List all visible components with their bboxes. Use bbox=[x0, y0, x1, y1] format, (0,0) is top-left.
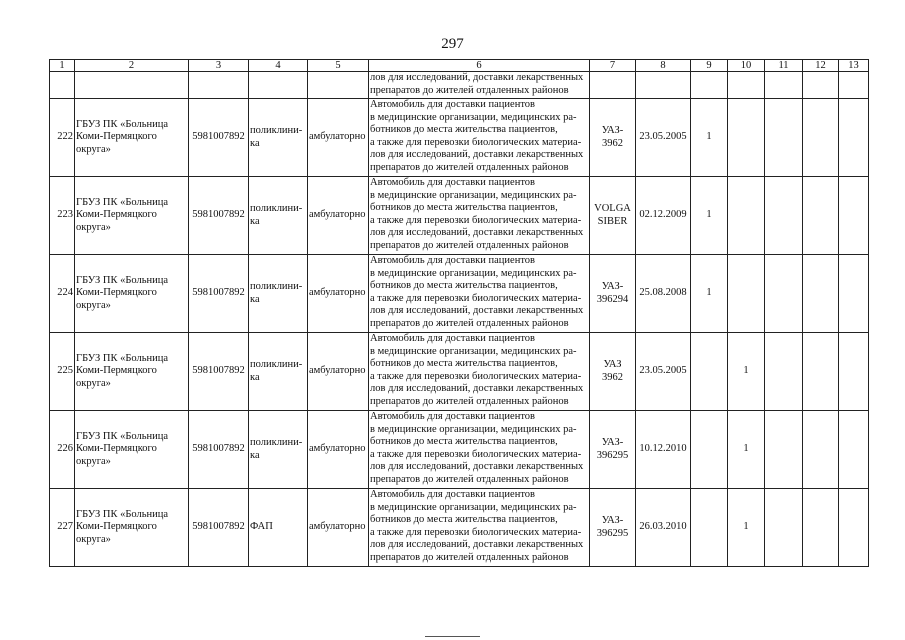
description-cell: Автомобиль для доставки пациентов в медицинские организации, медицинских ра- ботников до места жительства пациентов, а также для перевозки биологических материа- лов для исследований, доставки лекарственных препаратов до жителей отдаленных районов bbox=[369, 177, 590, 255]
care-type-cell: амбулаторно bbox=[308, 177, 369, 255]
date-cell: 10.12.2010 bbox=[636, 411, 691, 489]
header-cell: 7 bbox=[590, 60, 636, 72]
inn-cell: 5981007892 bbox=[189, 411, 249, 489]
organization-cell: ГБУЗ ПК «Больница Коми-Пермяцкого округа» bbox=[75, 333, 189, 411]
page-number: 297 bbox=[441, 36, 464, 52]
vehicle-model-cell: УАЗ- 396294 bbox=[590, 255, 636, 333]
care-type-cell: амбулаторно bbox=[308, 99, 369, 177]
inn-cell: 5981007892 bbox=[189, 489, 249, 567]
care-type-cell: амбулаторно bbox=[308, 255, 369, 333]
table-cell bbox=[839, 72, 869, 99]
organization-cell: ГБУЗ ПК «Больница Коми-Пермяцкого округа» bbox=[75, 255, 189, 333]
column-12-cell bbox=[803, 177, 839, 255]
column-13-cell bbox=[839, 333, 869, 411]
header-cell: 3 bbox=[189, 60, 249, 72]
column-13-cell bbox=[839, 411, 869, 489]
unit-cell: поликлини- ка bbox=[249, 177, 308, 255]
column-11-cell bbox=[765, 489, 803, 567]
table-row bbox=[50, 177, 869, 255]
header-cell: 8 bbox=[636, 60, 691, 72]
table-cell bbox=[249, 72, 308, 99]
row-number-cell: 223 bbox=[50, 177, 75, 255]
vehicle-model-cell: УАЗ- 396295 bbox=[590, 489, 636, 567]
table-cell bbox=[75, 72, 189, 99]
header-cell: 5 bbox=[308, 60, 369, 72]
column-13-cell bbox=[839, 489, 869, 567]
table-row bbox=[50, 489, 869, 567]
vehicle-model-cell: VOLGA SIBER bbox=[590, 177, 636, 255]
table-cell bbox=[691, 72, 728, 99]
column-12-cell bbox=[803, 99, 839, 177]
column-10-cell bbox=[728, 177, 765, 255]
description-cell: Автомобиль для доставки пациентов в медицинские организации, медицинских ра- ботников до места жительства пациентов, а также для перевозки биологических материа- лов для исследований, доставки лекарственных препаратов до жителей отдаленных районов bbox=[369, 411, 590, 489]
header-cell: 1 bbox=[50, 60, 75, 72]
table-cell bbox=[728, 72, 765, 99]
column-11-cell bbox=[765, 411, 803, 489]
vehicle-model-cell: УАЗ 3962 bbox=[590, 333, 636, 411]
care-type-cell: амбулаторно bbox=[308, 411, 369, 489]
description-cell: Автомобиль для доставки пациентов в медицинские организации, медицинских ра- ботников до места жительства пациентов, а также для перевозки биологических материа- лов для исследований, доставки лекарственных препаратов до жителей отдаленных районов bbox=[369, 99, 590, 177]
table-row bbox=[50, 333, 869, 411]
description-cell: лов для исследований, доставки лекарственных препаратов до жителей отдаленных районов bbox=[369, 72, 590, 99]
unit-cell: поликлини- ка bbox=[249, 411, 308, 489]
column-11-cell bbox=[765, 255, 803, 333]
unit-cell: поликлини- ка bbox=[249, 255, 308, 333]
vehicle-model-cell: УАЗ- 396295 bbox=[590, 411, 636, 489]
description-cell: Автомобиль для доставки пациентов в медицинские организации, медицинских ра- ботников до места жительства пациентов, а также для перевозки биологических материа- лов для исследований, доставки лекарственных препаратов до жителей отдаленных районов bbox=[369, 255, 590, 333]
column-9-cell bbox=[691, 489, 728, 567]
column-10-cell: 1 bbox=[728, 489, 765, 567]
column-11-cell bbox=[765, 333, 803, 411]
unit-cell: поликлини- ка bbox=[249, 99, 308, 177]
table-cell bbox=[803, 72, 839, 99]
inn-cell: 5981007892 bbox=[189, 333, 249, 411]
column-10-cell: 1 bbox=[728, 411, 765, 489]
row-number-cell: 224 bbox=[50, 255, 75, 333]
column-12-cell bbox=[803, 255, 839, 333]
column-9-cell: 1 bbox=[691, 99, 728, 177]
header-cell: 4 bbox=[249, 60, 308, 72]
column-12-cell bbox=[803, 489, 839, 567]
column-12-cell bbox=[803, 411, 839, 489]
organization-cell: ГБУЗ ПК «Больница Коми-Пермяцкого округа» bbox=[75, 177, 189, 255]
header-cell: 6 bbox=[369, 60, 590, 72]
header-cell: 2 bbox=[75, 60, 189, 72]
table-row bbox=[50, 255, 869, 333]
table-row bbox=[50, 411, 869, 489]
column-13-cell bbox=[839, 177, 869, 255]
date-cell: 25.08.2008 bbox=[636, 255, 691, 333]
column-9-cell: 1 bbox=[691, 177, 728, 255]
unit-cell: поликлини- ка bbox=[249, 333, 308, 411]
date-cell: 02.12.2009 bbox=[636, 177, 691, 255]
column-11-cell bbox=[765, 177, 803, 255]
column-13-cell bbox=[839, 99, 869, 177]
organization-cell: ГБУЗ ПК «Больница Коми-Пермяцкого округа» bbox=[75, 411, 189, 489]
column-9-cell bbox=[691, 333, 728, 411]
table-cell bbox=[189, 72, 249, 99]
table-cell bbox=[308, 72, 369, 99]
care-type-cell: амбулаторно bbox=[308, 489, 369, 567]
bottom-divider bbox=[425, 636, 480, 637]
column-12-cell bbox=[803, 333, 839, 411]
vehicle-register-table bbox=[49, 59, 869, 567]
header-cell: 12 bbox=[803, 60, 839, 72]
table-cell bbox=[50, 72, 75, 99]
inn-cell: 5981007892 bbox=[189, 255, 249, 333]
column-9-cell: 1 bbox=[691, 255, 728, 333]
date-cell: 26.03.2010 bbox=[636, 489, 691, 567]
column-10-cell bbox=[728, 255, 765, 333]
column-11-cell bbox=[765, 99, 803, 177]
table-cell bbox=[636, 72, 691, 99]
inn-cell: 5981007892 bbox=[189, 99, 249, 177]
date-cell: 23.05.2005 bbox=[636, 333, 691, 411]
header-cell: 11 bbox=[765, 60, 803, 72]
header-row bbox=[50, 60, 869, 72]
organization-cell: ГБУЗ ПК «Больница Коми-Пермяцкого округа» bbox=[75, 489, 189, 567]
continuation-row bbox=[50, 72, 869, 99]
inn-cell: 5981007892 bbox=[189, 177, 249, 255]
description-cell: Автомобиль для доставки пациентов в медицинские организации, медицинских ра- ботников до места жительства пациентов, а также для перевозки биологических материа- лов для исследований, доставки лекарственных препаратов до жителей отдаленных районов bbox=[369, 489, 590, 567]
header-cell: 9 bbox=[691, 60, 728, 72]
organization-cell: ГБУЗ ПК «Больница Коми-Пермяцкого округа» bbox=[75, 99, 189, 177]
description-cell: Автомобиль для доставки пациентов в медицинские организации, медицинских ра- ботников до места жительства пациентов, а также для перевозки биологических материа- лов для исследований, доставки лекарственных препаратов до жителей отдаленных районов bbox=[369, 333, 590, 411]
header-cell: 10 bbox=[728, 60, 765, 72]
unit-cell: ФАП bbox=[249, 489, 308, 567]
vehicle-model-cell: УАЗ- 3962 bbox=[590, 99, 636, 177]
table-row bbox=[50, 99, 869, 177]
date-cell: 23.05.2005 bbox=[636, 99, 691, 177]
column-13-cell bbox=[839, 255, 869, 333]
header-cell: 13 bbox=[839, 60, 869, 72]
column-10-cell: 1 bbox=[728, 333, 765, 411]
table-cell bbox=[590, 72, 636, 99]
care-type-cell: амбулаторно bbox=[308, 333, 369, 411]
row-number-cell: 222 bbox=[50, 99, 75, 177]
column-10-cell bbox=[728, 99, 765, 177]
row-number-cell: 227 bbox=[50, 489, 75, 567]
column-9-cell bbox=[691, 411, 728, 489]
row-number-cell: 225 bbox=[50, 333, 75, 411]
row-number-cell: 226 bbox=[50, 411, 75, 489]
table-cell bbox=[765, 72, 803, 99]
